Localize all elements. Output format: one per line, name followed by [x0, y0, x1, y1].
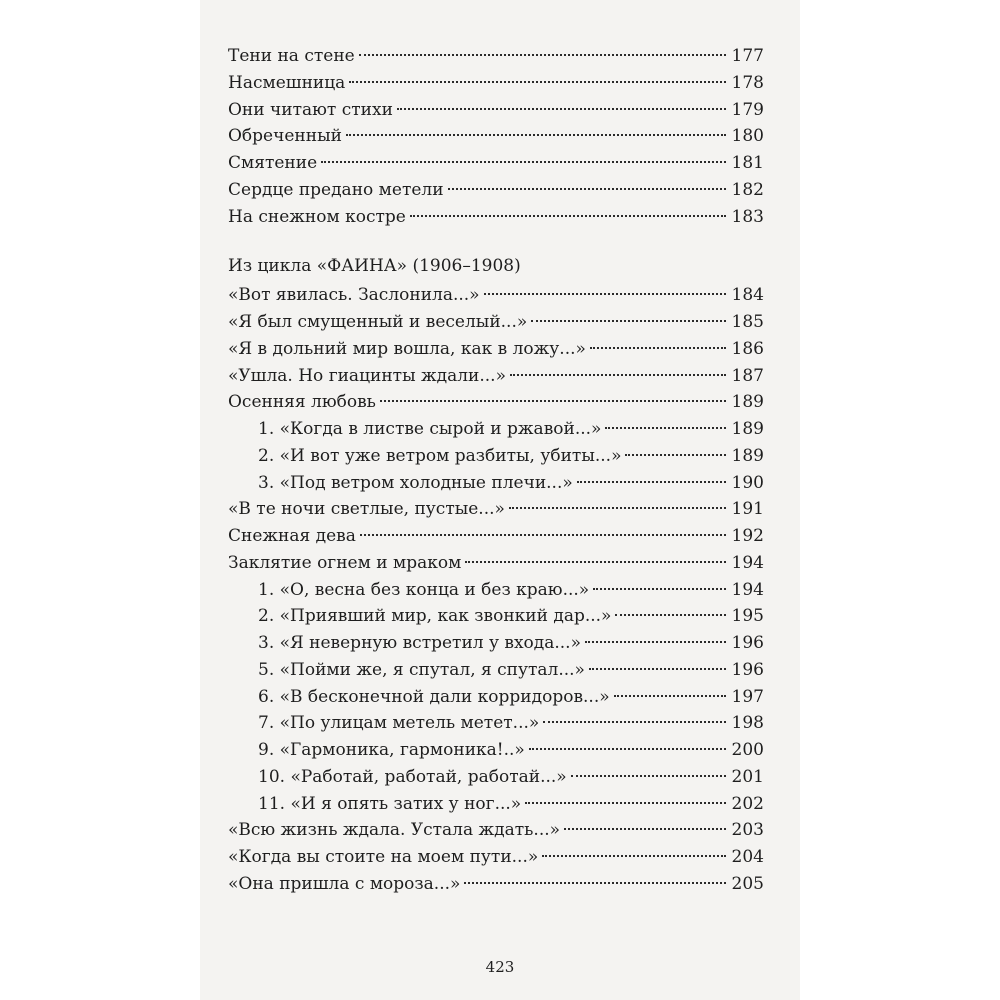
toc-entry	[228, 363, 764, 390]
dot-leader	[542, 855, 725, 857]
toc-entry-page: 194	[731, 579, 764, 600]
dot-leader	[509, 507, 726, 509]
toc-entry-page: 179	[731, 99, 764, 120]
toc-entry-page: 189	[731, 445, 764, 466]
toc-entry-page: 178	[731, 72, 764, 93]
toc-entry	[228, 204, 764, 231]
dot-leader	[605, 427, 725, 429]
toc-entry-title: Смятение	[228, 153, 318, 173]
toc-entry-page: 196	[731, 633, 764, 653]
toc-entry-page: 191	[731, 499, 764, 520]
toc-entry	[228, 443, 764, 470]
dot-leader	[448, 188, 726, 190]
toc-entry-page: 204	[731, 847, 764, 867]
dot-leader	[484, 293, 726, 295]
toc-entry	[228, 630, 764, 657]
toc-entry-page: 196	[731, 659, 764, 680]
dot-leader	[531, 320, 725, 322]
section-title: Из цикла «ФАИНА» (1906–1908)	[228, 256, 521, 277]
toc-entry-page: 202	[731, 793, 764, 814]
toc-entry-title: «Я был смущенный и веселый...»	[228, 312, 528, 332]
dot-leader	[590, 347, 726, 349]
toc-entry-title: Снежная дева	[228, 526, 356, 546]
toc-entry-title: 2. «Приявший мир, как звонкий дар...»	[258, 606, 612, 627]
dot-leader	[614, 695, 726, 697]
toc-entry	[228, 336, 764, 363]
toc-entry-page: 195	[731, 606, 764, 627]
toc-entry-title: На снежном костре	[228, 206, 406, 227]
toc-entry-title: «В те ночи светлые, пустые...»	[228, 499, 505, 520]
toc-entry-page: 177	[731, 46, 764, 66]
toc-entry	[228, 416, 764, 443]
section-gap	[228, 230, 764, 252]
dot-leader	[321, 161, 725, 163]
dot-leader	[410, 215, 726, 217]
toc-entry	[228, 97, 764, 124]
toc-entry	[228, 764, 764, 791]
toc-entry	[228, 123, 764, 150]
dot-leader	[510, 374, 726, 376]
toc-entry-title: 5. «Пойми же, я спутал, я спутал...»	[258, 659, 585, 680]
toc-entry	[228, 470, 764, 497]
toc-entry-title: 7. «По улицам метель метет...»	[258, 713, 540, 734]
dot-leader	[589, 668, 726, 670]
toc-entry-title: «Я в дольний мир вошла, как в ложу...»	[228, 338, 586, 359]
toc-entry-page: 182	[731, 179, 764, 200]
toc-entry-title: Заклятие огнем и мраком	[228, 552, 462, 573]
dot-leader	[349, 81, 725, 83]
toc-entry-title: 9. «Гармоника, гармоника!..»	[258, 740, 525, 760]
toc-entry	[228, 817, 764, 844]
toc-entry-page: 189	[731, 419, 764, 439]
toc-entry-page: 187	[731, 365, 764, 386]
toc-entry-page: 184	[731, 285, 764, 306]
toc-entry	[228, 550, 764, 577]
toc-entry-page: 197	[731, 686, 764, 707]
toc-entry-title: Насмешница	[228, 72, 346, 93]
page-number: 423	[485, 958, 515, 976]
toc-entry	[228, 70, 764, 97]
dot-leader	[465, 561, 725, 563]
toc-entry	[228, 710, 764, 737]
toc-top-list	[228, 43, 764, 230]
toc-entry-page: 200	[731, 740, 764, 760]
toc-entry-title: 10. «Работай, работай, работай...»	[258, 766, 567, 787]
table-of-contents	[228, 43, 764, 898]
dot-leader	[380, 400, 726, 402]
toc-entry	[228, 737, 764, 764]
toc-entry-title: Сердце предано метели	[228, 179, 444, 200]
toc-entry-title: «Всю жизнь ждала. Устала ждать...»	[228, 820, 561, 841]
toc-entry-page: 183	[731, 206, 764, 227]
dot-leader	[564, 828, 726, 830]
toc-entry-page: 192	[731, 526, 764, 546]
toc-section-list	[228, 282, 764, 897]
dot-leader	[529, 748, 726, 750]
toc-entry	[228, 150, 764, 177]
toc-entry-title: 2. «И вот уже ветром разбиты, убиты...»	[258, 445, 622, 466]
dot-leader	[346, 134, 726, 136]
dot-leader	[625, 454, 725, 456]
toc-entry	[228, 577, 764, 604]
toc-entry-title: «Вот явилась. Заслонила...»	[228, 285, 480, 306]
toc-entry-title: Тени на стене	[228, 46, 355, 66]
toc-entry-page: 185	[731, 312, 764, 332]
dot-leader	[525, 802, 725, 804]
toc-entry-page: 181	[731, 153, 764, 173]
toc-entry-title: «Когда вы стоите на моем пути...»	[228, 847, 539, 867]
toc-entry-title: 11. «И я опять затих у ног...»	[258, 793, 522, 814]
toc-entry-title: 3. «Под ветром холодные плечи...»	[258, 472, 573, 493]
toc-entry-title: 1. «О, весна без конца и без краю...»	[258, 579, 590, 600]
toc-entry	[228, 496, 764, 523]
toc-entry-title: Осенняя любовь	[228, 392, 376, 413]
toc-entry-page: 189	[731, 392, 764, 413]
toc-entry-page: 205	[731, 873, 764, 894]
toc-entry-title: «Она пришла с мороза...»	[228, 873, 461, 894]
dot-leader	[615, 614, 725, 616]
toc-entry-title: 1. «Когда в листве сырой и ржавой...»	[258, 419, 602, 439]
toc-entry	[228, 684, 764, 711]
dot-leader	[577, 481, 726, 483]
book-page	[200, 0, 800, 1000]
toc-entry	[228, 844, 764, 871]
toc-entry-page: 201	[731, 766, 764, 787]
toc-entry-title: 6. «В бесконечной дали корридоров...»	[258, 686, 610, 707]
dot-leader	[397, 108, 726, 110]
toc-entry-title: «Ушла. Но гиацинты ждали...»	[228, 365, 506, 386]
dot-leader	[593, 588, 725, 590]
dot-leader	[585, 641, 726, 643]
toc-entry	[228, 282, 764, 309]
toc-entry	[228, 657, 764, 684]
toc-entry	[228, 791, 764, 818]
toc-entry	[228, 309, 764, 336]
toc-entry	[228, 43, 764, 70]
toc-entry	[228, 603, 764, 630]
toc-entry-page: 186	[731, 338, 764, 359]
toc-entry-title: Обреченный	[228, 126, 342, 147]
toc-entry	[228, 871, 764, 898]
dot-leader	[543, 721, 725, 723]
toc-entry-page: 198	[731, 713, 764, 734]
toc-entry-page: 190	[731, 472, 764, 493]
dot-leader	[360, 534, 726, 536]
toc-entry-page: 203	[731, 820, 764, 841]
toc-entry-page: 180	[731, 126, 764, 147]
toc-entry-page: 194	[731, 552, 764, 573]
dot-leader	[571, 775, 726, 777]
toc-entry	[228, 523, 764, 550]
toc-entry	[228, 389, 764, 416]
dot-leader	[359, 54, 726, 56]
dot-leader	[464, 882, 725, 884]
toc-entry-title: Они читают стихи	[228, 99, 393, 120]
toc-entry	[228, 177, 764, 204]
toc-entry-title: 3. «Я неверную встретил у входа...»	[258, 633, 581, 653]
